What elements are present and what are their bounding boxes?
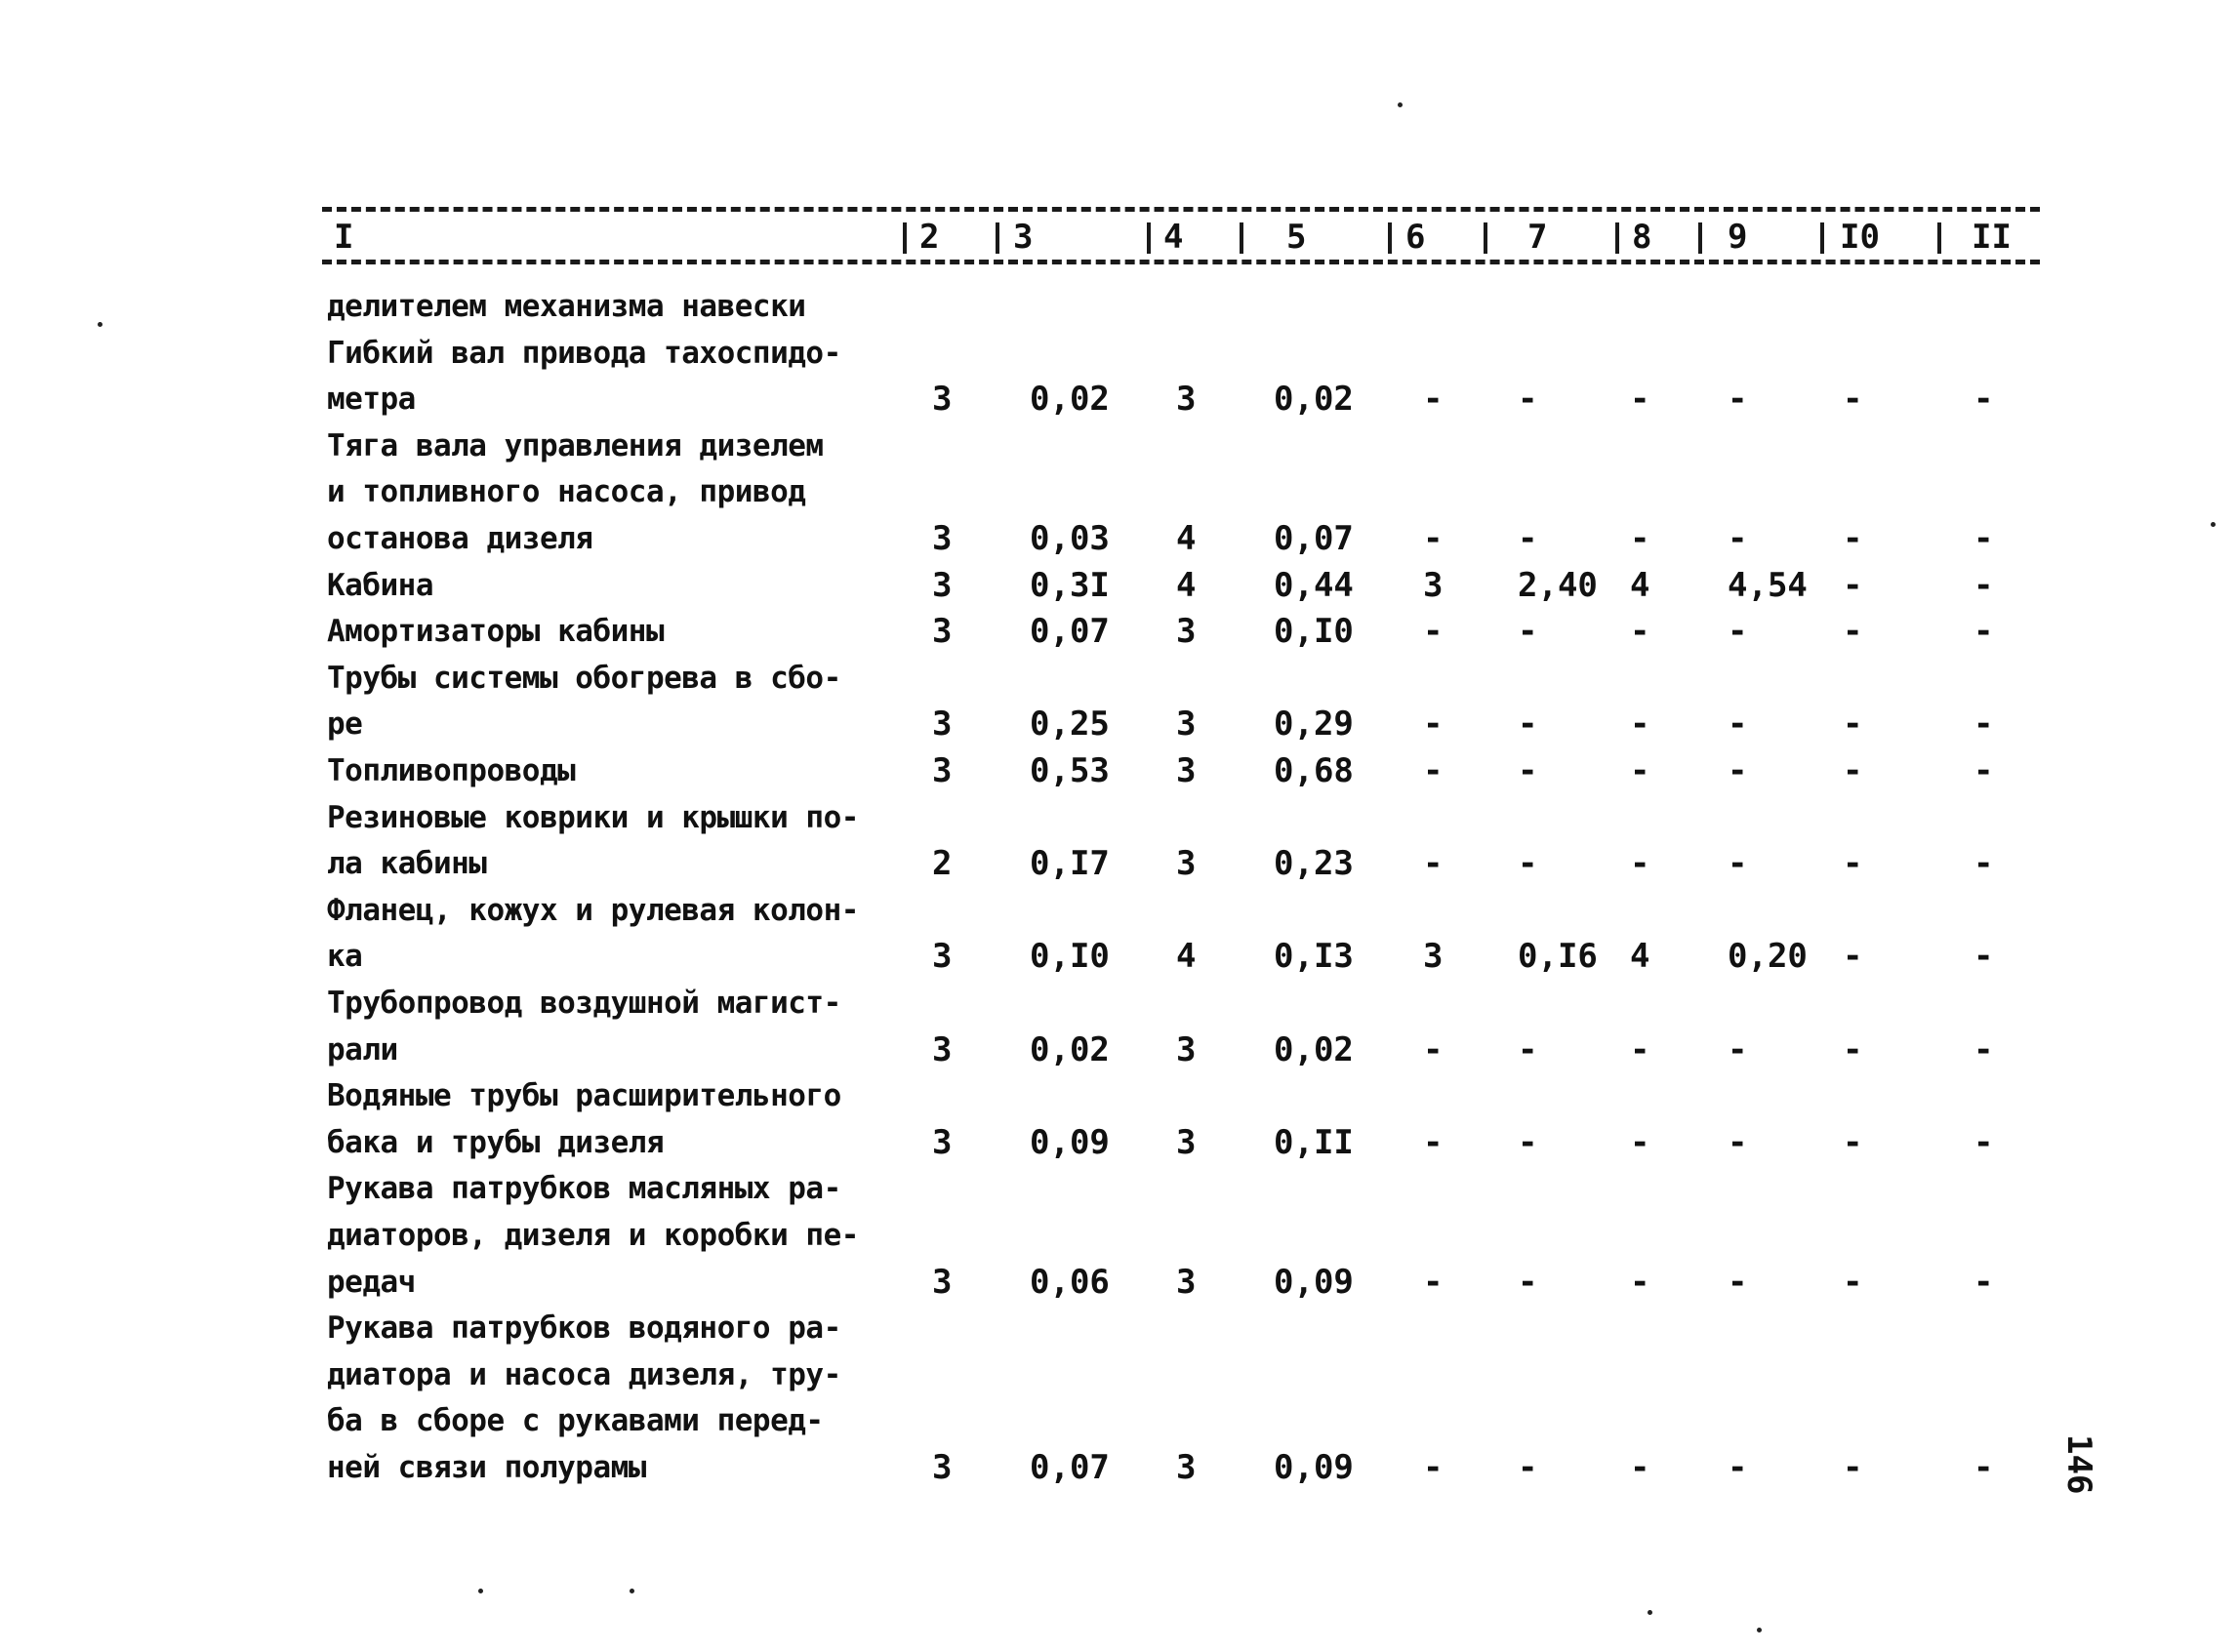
header-col-8: 8 [1632, 218, 1652, 257]
row-description: редач [327, 1264, 416, 1300]
cell-c3: 0,07 [1030, 612, 1110, 652]
cell-c3: 0,03 [1030, 519, 1110, 558]
cell-c10: - [1843, 519, 1863, 558]
cell-c7: - [1518, 1262, 1538, 1302]
cell-c4: 3 [1176, 612, 1197, 652]
cell-c5: 0,09 [1274, 1448, 1354, 1487]
cell-c4: 3 [1176, 1029, 1197, 1069]
row-description: Водяные трубы расширительного [327, 1078, 841, 1114]
cell-c2: 3 [932, 519, 953, 558]
scan-speck [1648, 1610, 1652, 1615]
cell-c3: 0,07 [1030, 1448, 1110, 1487]
row-description: Кабина [327, 567, 433, 603]
cell-c9: - [1728, 380, 1748, 420]
cell-c5: 0,09 [1274, 1262, 1354, 1302]
row-description: ла кабины [327, 846, 487, 882]
header-col-1: I [334, 218, 354, 257]
cell-c5: 0,I0 [1274, 612, 1354, 652]
cell-c6: 3 [1423, 565, 1444, 605]
cell-c6: - [1423, 612, 1444, 652]
cell-c11: - [1974, 705, 1994, 745]
header-separator [1484, 222, 1487, 254]
header-separator [1615, 222, 1619, 254]
cell-c9: - [1728, 844, 1748, 884]
cell-c11: - [1974, 844, 1994, 884]
header-col-4: 4 [1163, 218, 1184, 257]
cell-c7: - [1518, 612, 1538, 652]
table-row [0, 1212, 2238, 1259]
row-description: Фланец, кожух и рулевая колон- [327, 892, 859, 928]
cell-c2: 3 [932, 1448, 953, 1487]
table-row [0, 887, 2238, 934]
cell-c6: - [1423, 1262, 1444, 1302]
row-description: диаторов, дизеля и коробки пе- [327, 1218, 859, 1253]
table-row [0, 933, 2238, 980]
cell-c2: 3 [932, 751, 953, 790]
cell-c2: 3 [932, 705, 953, 745]
cell-c4: 3 [1176, 1448, 1197, 1487]
cell-c6: - [1423, 380, 1444, 420]
header-separator [1698, 222, 1702, 254]
cell-c4: 4 [1176, 519, 1197, 558]
cell-c11: - [1974, 751, 1994, 790]
cell-c10: - [1843, 1029, 1863, 1069]
row-description: Тяга вала управления дизелем [327, 427, 824, 463]
table-row [0, 1165, 2238, 1212]
cell-c9: - [1728, 705, 1748, 745]
header-separator [996, 222, 999, 254]
row-description: Трубы системы обогрева в сбо- [327, 660, 841, 696]
table-row [0, 608, 2238, 655]
cell-c3: 0,53 [1030, 751, 1110, 790]
cell-c2: 3 [932, 1122, 953, 1162]
cell-c9: - [1728, 519, 1748, 558]
row-description: Трубопровод воздушной магист- [327, 986, 841, 1021]
cell-c8: - [1630, 751, 1650, 790]
cell-c11: - [1974, 612, 1994, 652]
cell-c11: - [1974, 519, 1994, 558]
cell-c3: 0,I0 [1030, 937, 1110, 977]
scan-speck [1757, 1628, 1762, 1632]
cell-c7: - [1518, 751, 1538, 790]
cell-c5: 0,07 [1274, 519, 1354, 558]
cell-c2: 3 [932, 1029, 953, 1069]
header-col-7: 7 [1527, 218, 1548, 257]
cell-c2: 3 [932, 1262, 953, 1302]
table-row [0, 562, 2238, 609]
header-top-rule [322, 207, 2040, 212]
cell-c7: - [1518, 1122, 1538, 1162]
cell-c6: - [1423, 705, 1444, 745]
header-col-5: 5 [1286, 218, 1307, 257]
row-description: Амортизаторы кабины [327, 614, 665, 650]
cell-c5: 0,02 [1274, 380, 1354, 420]
row-description: рали [327, 1031, 398, 1068]
cell-c3: 0,02 [1030, 1029, 1110, 1069]
cell-c7: - [1518, 1029, 1538, 1069]
header-col-6: 6 [1405, 218, 1426, 257]
table-row [0, 1027, 2238, 1073]
cell-c8: - [1630, 1122, 1650, 1162]
row-description: Резиновые коврики и крышки по- [327, 799, 859, 835]
cell-c7: - [1518, 519, 1538, 558]
header-col-2: 2 [919, 218, 940, 257]
cell-c10: - [1843, 1262, 1863, 1302]
table-row [0, 330, 2238, 377]
table-row [0, 1397, 2238, 1444]
scan-speck [478, 1589, 483, 1593]
cell-c8: - [1630, 380, 1650, 420]
cell-c11: - [1974, 1448, 1994, 1487]
cell-c10: - [1843, 380, 1863, 420]
header-separator [1388, 222, 1392, 254]
cell-c4: 3 [1176, 1262, 1197, 1302]
row-description: Рукава патрубков масляных ра- [327, 1171, 841, 1207]
table-row [0, 423, 2238, 469]
cell-c10: - [1843, 1448, 1863, 1487]
row-description: диатора и насоса дизеля, тру- [327, 1356, 841, 1392]
table-row [0, 468, 2238, 515]
cell-c9: - [1728, 751, 1748, 790]
cell-c8: - [1630, 519, 1650, 558]
header-col-11: II [1972, 218, 2012, 257]
cell-c3: 0,06 [1030, 1262, 1110, 1302]
cell-c10: - [1843, 1122, 1863, 1162]
cell-c3: 0,09 [1030, 1122, 1110, 1162]
row-description: ре [327, 706, 363, 743]
row-description: Гибкий вал привода тахоспидо- [327, 335, 841, 371]
cell-c7: - [1518, 844, 1538, 884]
header-col-9: 9 [1728, 218, 1748, 257]
cell-c9: - [1728, 612, 1748, 652]
table-row [0, 655, 2238, 702]
cell-c8: - [1630, 1029, 1650, 1069]
table-row [0, 376, 2238, 423]
header-col-3: 3 [1013, 218, 1034, 257]
cell-c5: 0,II [1274, 1122, 1354, 1162]
table-row [0, 980, 2238, 1027]
cell-c8: 4 [1630, 937, 1650, 977]
header-separator [1820, 222, 1824, 254]
cell-c5: 0,23 [1274, 844, 1354, 884]
header-bottom-rule [322, 260, 2040, 264]
cell-c4: 3 [1176, 705, 1197, 745]
cell-c2: 3 [932, 565, 953, 605]
cell-c10: - [1843, 705, 1863, 745]
table-row [0, 840, 2238, 887]
cell-c6: - [1423, 519, 1444, 558]
cell-c11: - [1974, 1122, 1994, 1162]
cell-c5: 0,68 [1274, 751, 1354, 790]
cell-c9: - [1728, 1262, 1748, 1302]
cell-c8: - [1630, 705, 1650, 745]
header-separator [903, 222, 907, 254]
cell-c10: - [1843, 844, 1863, 884]
row-description: бака и трубы дизеля [327, 1124, 665, 1160]
cell-c8: - [1630, 1262, 1650, 1302]
cell-c5: 0,29 [1274, 705, 1354, 745]
cell-c4: 3 [1176, 380, 1197, 420]
cell-c2: 3 [932, 380, 953, 420]
row-description: ка [327, 939, 363, 975]
cell-c4: 4 [1176, 937, 1197, 977]
cell-c7: 0,I6 [1518, 937, 1598, 977]
table-header [322, 213, 2040, 262]
row-description: останова дизеля [327, 521, 593, 556]
row-description: делителем механизма навески [327, 289, 806, 324]
table-row [0, 1305, 2238, 1351]
cell-c7: - [1518, 1448, 1538, 1487]
cell-c7: - [1518, 705, 1538, 745]
cell-c10: - [1843, 751, 1863, 790]
cell-c8: - [1630, 844, 1650, 884]
cell-c5: 0,44 [1274, 565, 1354, 605]
table-row [0, 1072, 2238, 1119]
cell-c9: 4,54 [1728, 565, 1808, 605]
cell-c6: - [1423, 844, 1444, 884]
cell-c11: - [1974, 565, 1994, 605]
cell-c11: - [1974, 380, 1994, 420]
row-description: Топливопроводы [327, 753, 576, 788]
table-row [0, 515, 2238, 562]
cell-c9: - [1728, 1122, 1748, 1162]
cell-c8: - [1630, 1448, 1650, 1487]
cell-c3: 0,3I [1030, 565, 1110, 605]
row-description: ней связи полурамы [327, 1450, 646, 1485]
cell-c4: 3 [1176, 844, 1197, 884]
cell-c2: 2 [932, 844, 953, 884]
table-row [0, 1351, 2238, 1398]
cell-c10: - [1843, 565, 1863, 605]
cell-c6: - [1423, 1448, 1444, 1487]
cell-c11: - [1974, 1262, 1994, 1302]
cell-c2: 3 [932, 937, 953, 977]
cell-c5: 0,02 [1274, 1029, 1354, 1069]
row-description: ба в сборе с рукавами перед- [327, 1403, 824, 1439]
cell-c11: - [1974, 937, 1994, 977]
table-row [0, 1259, 2238, 1306]
table-row [0, 747, 2238, 794]
header-separator [1240, 222, 1243, 254]
header-separator [1937, 222, 1941, 254]
row-description: Рукава патрубков водяного ра- [327, 1310, 841, 1347]
cell-c10: - [1843, 937, 1863, 977]
table-row [0, 1444, 2238, 1491]
scan-speck [98, 322, 102, 327]
page-number: 146 [2059, 1434, 2098, 1495]
cell-c5: 0,I3 [1274, 937, 1354, 977]
cell-c2: 3 [932, 612, 953, 652]
cell-c9: - [1728, 1448, 1748, 1487]
scan-speck [1398, 102, 1403, 107]
cell-c4: 4 [1176, 565, 1197, 605]
cell-c7: - [1518, 380, 1538, 420]
cell-c4: 3 [1176, 751, 1197, 790]
cell-c6: - [1423, 1122, 1444, 1162]
cell-c3: 0,25 [1030, 705, 1110, 745]
cell-c6: - [1423, 1029, 1444, 1069]
table-row [0, 1119, 2238, 1166]
header-col-10: I0 [1840, 218, 1880, 257]
cell-c11: - [1974, 1029, 1994, 1069]
cell-c3: 0,02 [1030, 380, 1110, 420]
cell-c8: - [1630, 612, 1650, 652]
scan-speck [630, 1589, 634, 1593]
cell-c7: 2,40 [1518, 565, 1598, 605]
cell-c8: 4 [1630, 565, 1650, 605]
cell-c10: - [1843, 612, 1863, 652]
table-row [0, 794, 2238, 841]
cell-c4: 3 [1176, 1122, 1197, 1162]
table-row [0, 283, 2238, 330]
row-description: метра [327, 382, 416, 418]
scan-speck [2211, 522, 2216, 527]
cell-c9: - [1728, 1029, 1748, 1069]
cell-c9: 0,20 [1728, 937, 1808, 977]
cell-c3: 0,I7 [1030, 844, 1110, 884]
row-description: и топливного насоса, привод [327, 474, 806, 510]
table-row [0, 701, 2238, 747]
header-separator [1147, 222, 1151, 254]
cell-c6: - [1423, 751, 1444, 790]
cell-c6: 3 [1423, 937, 1444, 977]
